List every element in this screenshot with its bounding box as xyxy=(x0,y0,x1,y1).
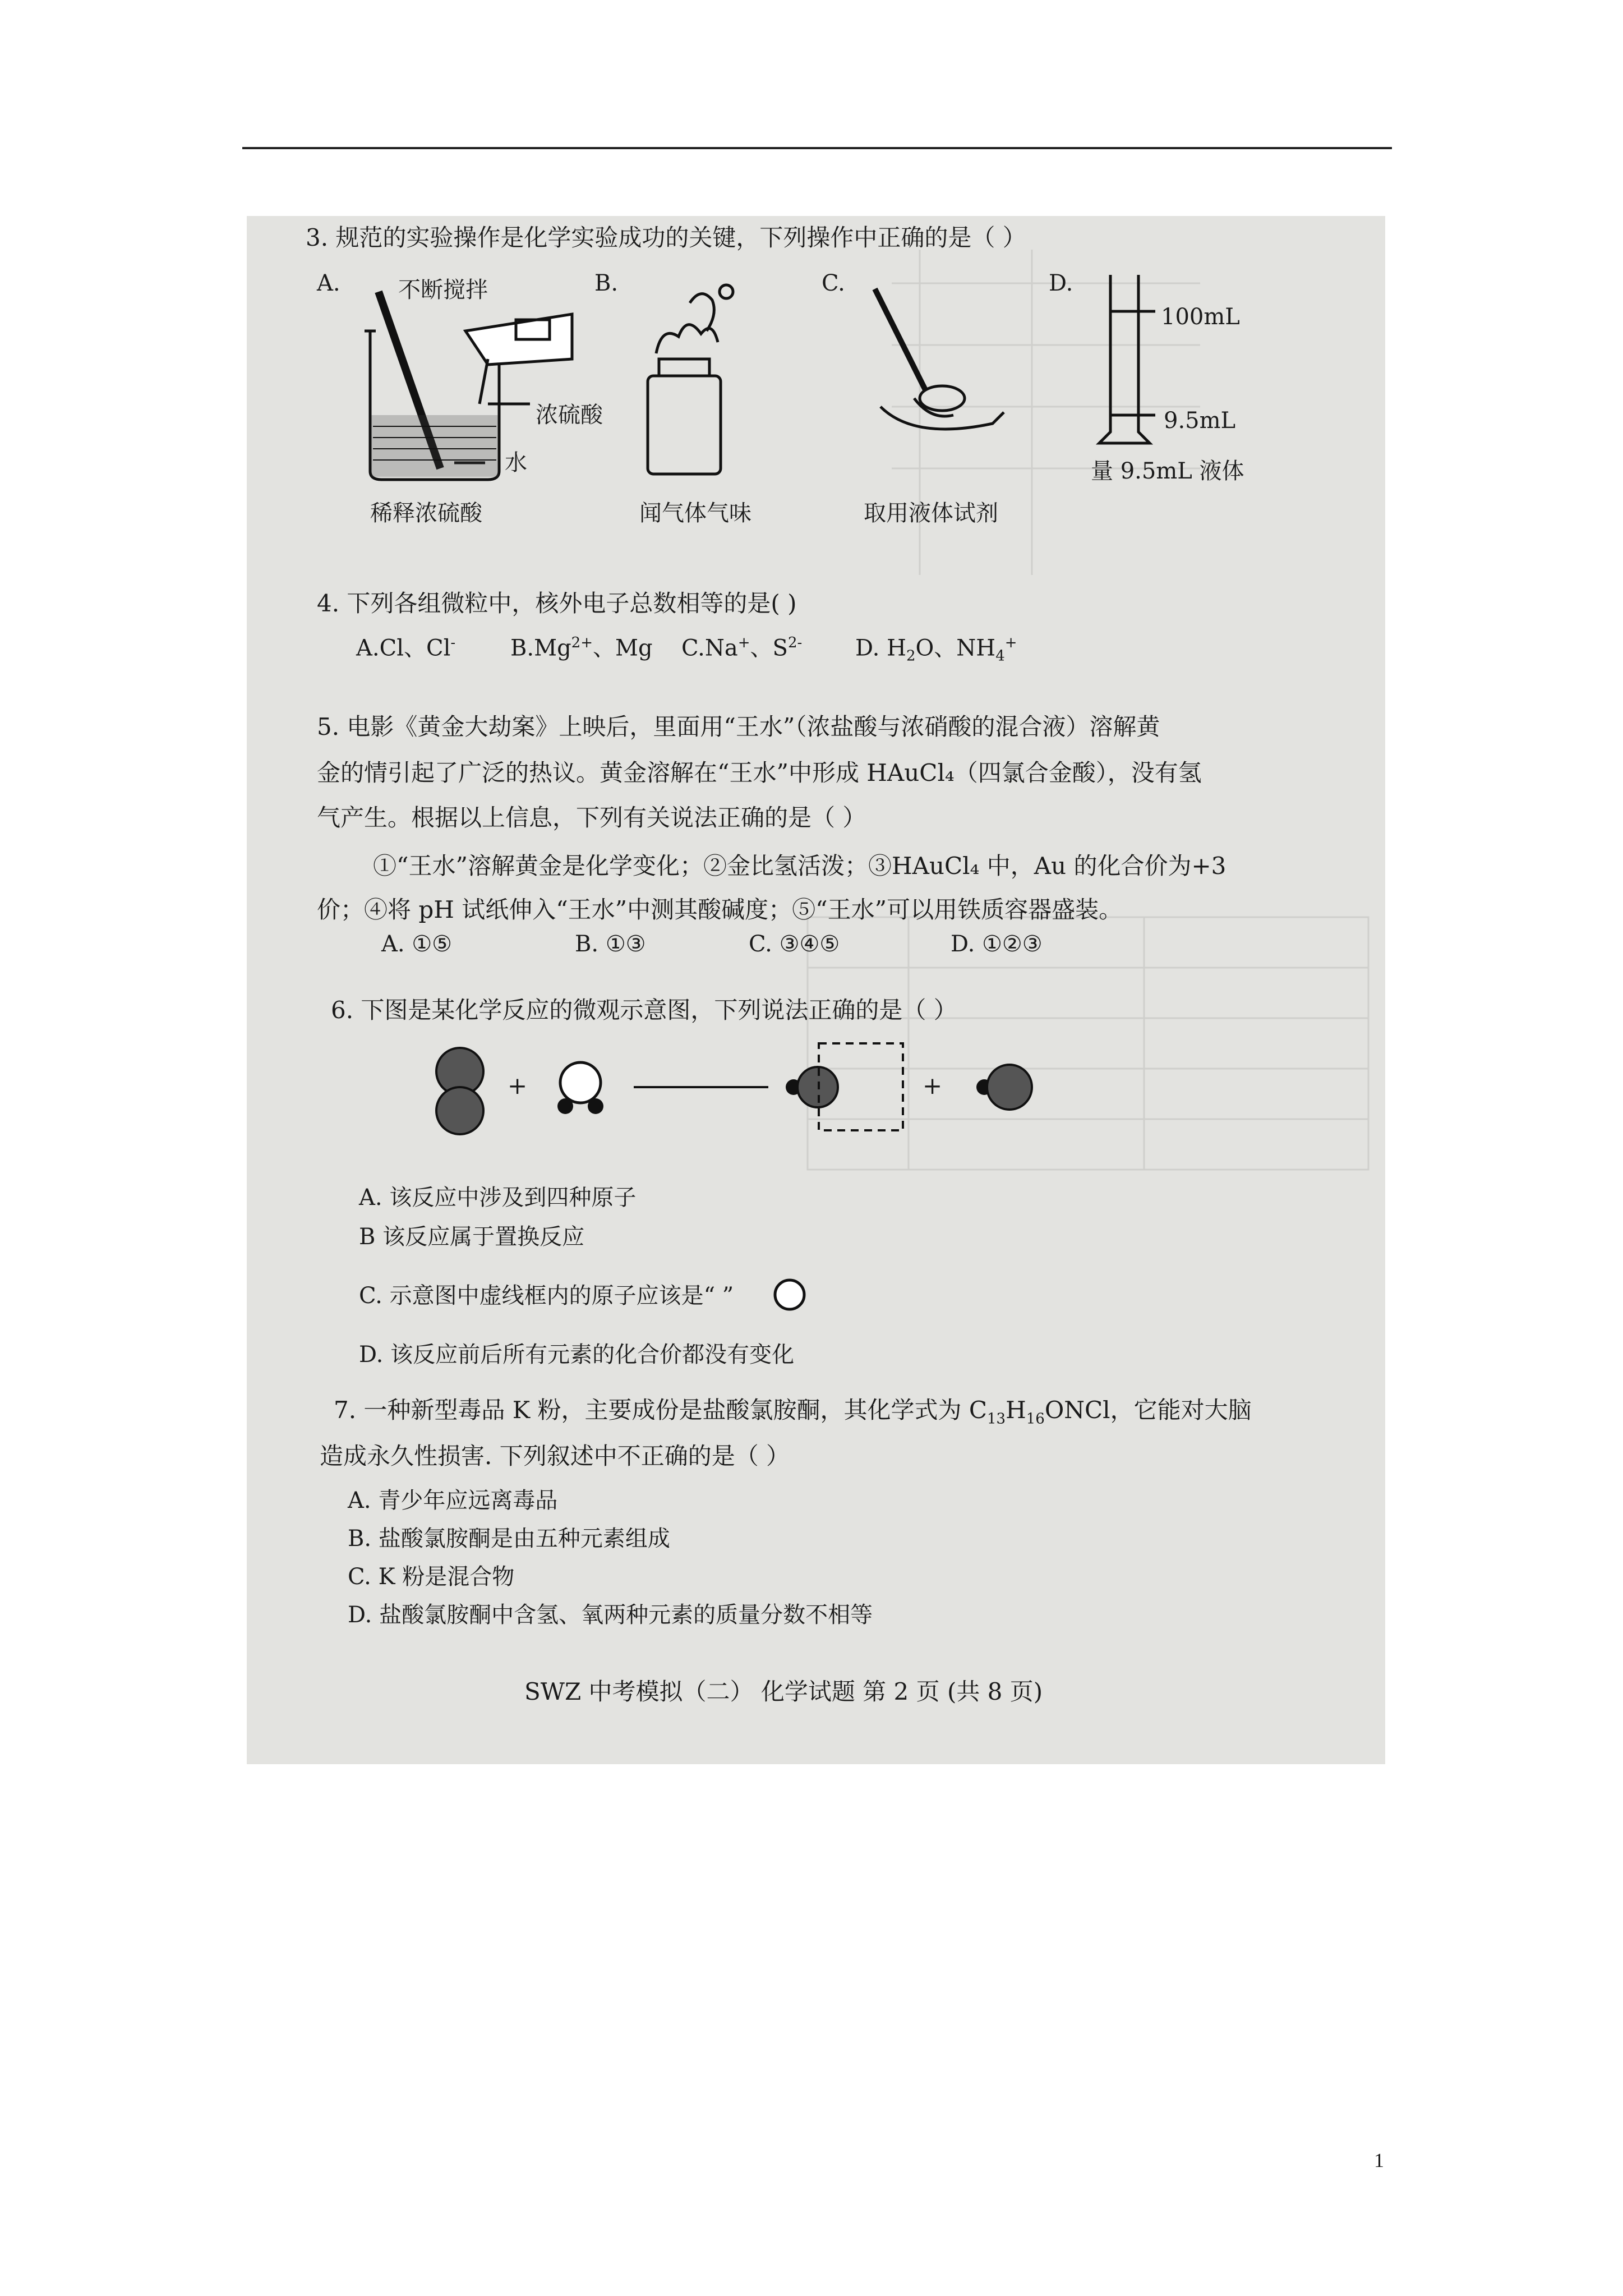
q4-stem: 4. 下列各组微粒中，核外电子总数相等的是( ) xyxy=(317,590,797,617)
q5-line-1: 5. 电影《黄金大劫案》上映后，里面用“王水”（浓盐酸与浓硝酸的混合液）溶解黄 xyxy=(317,713,1160,740)
q6-option-b: B 该反应属于置换反应 xyxy=(359,1224,585,1250)
q5-line-5: 价；④将 pH 试纸伸入“王水”中测其酸碱度；⑤“王水”可以用铁质容器盛装。 xyxy=(317,896,1123,923)
q3-option-d-label: D. xyxy=(1049,270,1073,296)
q3-stem: 3. 规范的实验操作是化学实验成功的关键，下列操作中正确的是（ ） xyxy=(306,224,1026,251)
reactant-molecule-2 xyxy=(557,1062,603,1114)
q3-a-note-acid: 浓硫酸 xyxy=(536,402,603,428)
q7-option-b: B. 盐酸氯胺酮是由五种元素组成 xyxy=(348,1526,670,1552)
q5-line-4: ①“王水”溶解黄金是化学变化；②金比氢活泼；③HAuCl₄ 中，Au 的化合价为+3 xyxy=(373,852,1227,880)
q7-option-a: A. 青少年应远离毒品 xyxy=(348,1488,558,1513)
q6-option-d: D. 该反应前后所有元素的化合价都没有变化 xyxy=(359,1342,795,1368)
product-molecule-2 xyxy=(976,1065,1032,1110)
q6-plus-1: + xyxy=(508,1072,528,1099)
dropper-illustration xyxy=(864,278,1009,457)
hollow-atom-icon xyxy=(768,1278,813,1312)
reactant-molecule-1 xyxy=(436,1048,483,1134)
q3-b-caption: 闻气体气味 xyxy=(639,500,751,526)
top-rule xyxy=(242,147,1392,149)
q3-option-b-label: B. xyxy=(594,270,619,296)
q6-plus-2: + xyxy=(923,1072,943,1099)
q3-option-c-label: C. xyxy=(822,270,845,296)
q3-d-mark-9-5: 9.5mL xyxy=(1164,408,1236,434)
q4-option-a: A.Cl、Cl- xyxy=(356,634,456,661)
q5-option-c: C. ③④⑤ xyxy=(749,931,840,957)
exam-footer: SWZ 中考模拟（二） 化学试题 第 2 页 (共 8 页) xyxy=(524,1678,1043,1705)
q7-line-2: 造成永久性损害. 下列叙述中不正确的是（ ） xyxy=(320,1442,790,1470)
product-molecule-1 xyxy=(786,1067,838,1107)
gas-bottle-illustration xyxy=(634,280,746,482)
q4-option-b: $B.Mg^{2+}$、Mg xyxy=(510,634,653,661)
q3-c-caption: 取用液体试剂 xyxy=(864,500,998,526)
q4-option-d: D. $H_2O$、$NH_4^+$ xyxy=(855,634,1017,665)
q4-option-c: C.Na+、$S^{2-}$ xyxy=(681,634,803,661)
q3-d-caption: 量 9.5mL 液体 xyxy=(1091,458,1244,484)
q5-option-b: B. ①③ xyxy=(575,931,646,957)
page-number: 1 xyxy=(1374,2149,1384,2171)
q3-a-note-water: 水 xyxy=(505,450,527,476)
q6-option-c: C. 示意图中虚线框内的原子应该是“ ” xyxy=(359,1283,734,1309)
graduated-cylinder-illustration xyxy=(1094,269,1161,454)
q3-option-a-label: A. xyxy=(317,270,340,296)
q7-option-c: C. K 粉是混合物 xyxy=(348,1564,515,1590)
q7-option-d: D. 盐酸氯胺酮中含氢、氧两种元素的质量分数不相等 xyxy=(348,1602,873,1628)
q3-d-mark-100: 100mL xyxy=(1161,304,1240,330)
q6-stem: 6. 下图是某化学反应的微观示意图，下列说法正确的是（ ） xyxy=(331,996,957,1024)
q6-option-a: A. 该反应中涉及到四种原子 xyxy=(359,1185,637,1211)
q5-option-d: D. ①②③ xyxy=(951,931,1043,957)
q5-option-a: A. ①⑤ xyxy=(381,931,453,957)
q3-a-caption: 稀释浓硫酸 xyxy=(370,500,482,526)
q5-line-2: 金的情引起了广泛的热议。黄金溶解在“王水”中形成 HAuCl₄（四氯合金酸），没有氢 xyxy=(317,759,1202,786)
q7-line-1: 7. 一种新型毒品 K 粉，主要成份是盐酸氯胺酮，其化学式为 $C_{13}H_{16}ONCl$，它能对大脑 xyxy=(334,1396,1252,1428)
q5-line-3: 气产生。根据以上信息，下列有关说法正确的是（ ） xyxy=(317,804,866,831)
dilute-acid-illustration xyxy=(348,275,606,488)
q3-a-note-stir: 不断搅拌 xyxy=(398,277,488,303)
